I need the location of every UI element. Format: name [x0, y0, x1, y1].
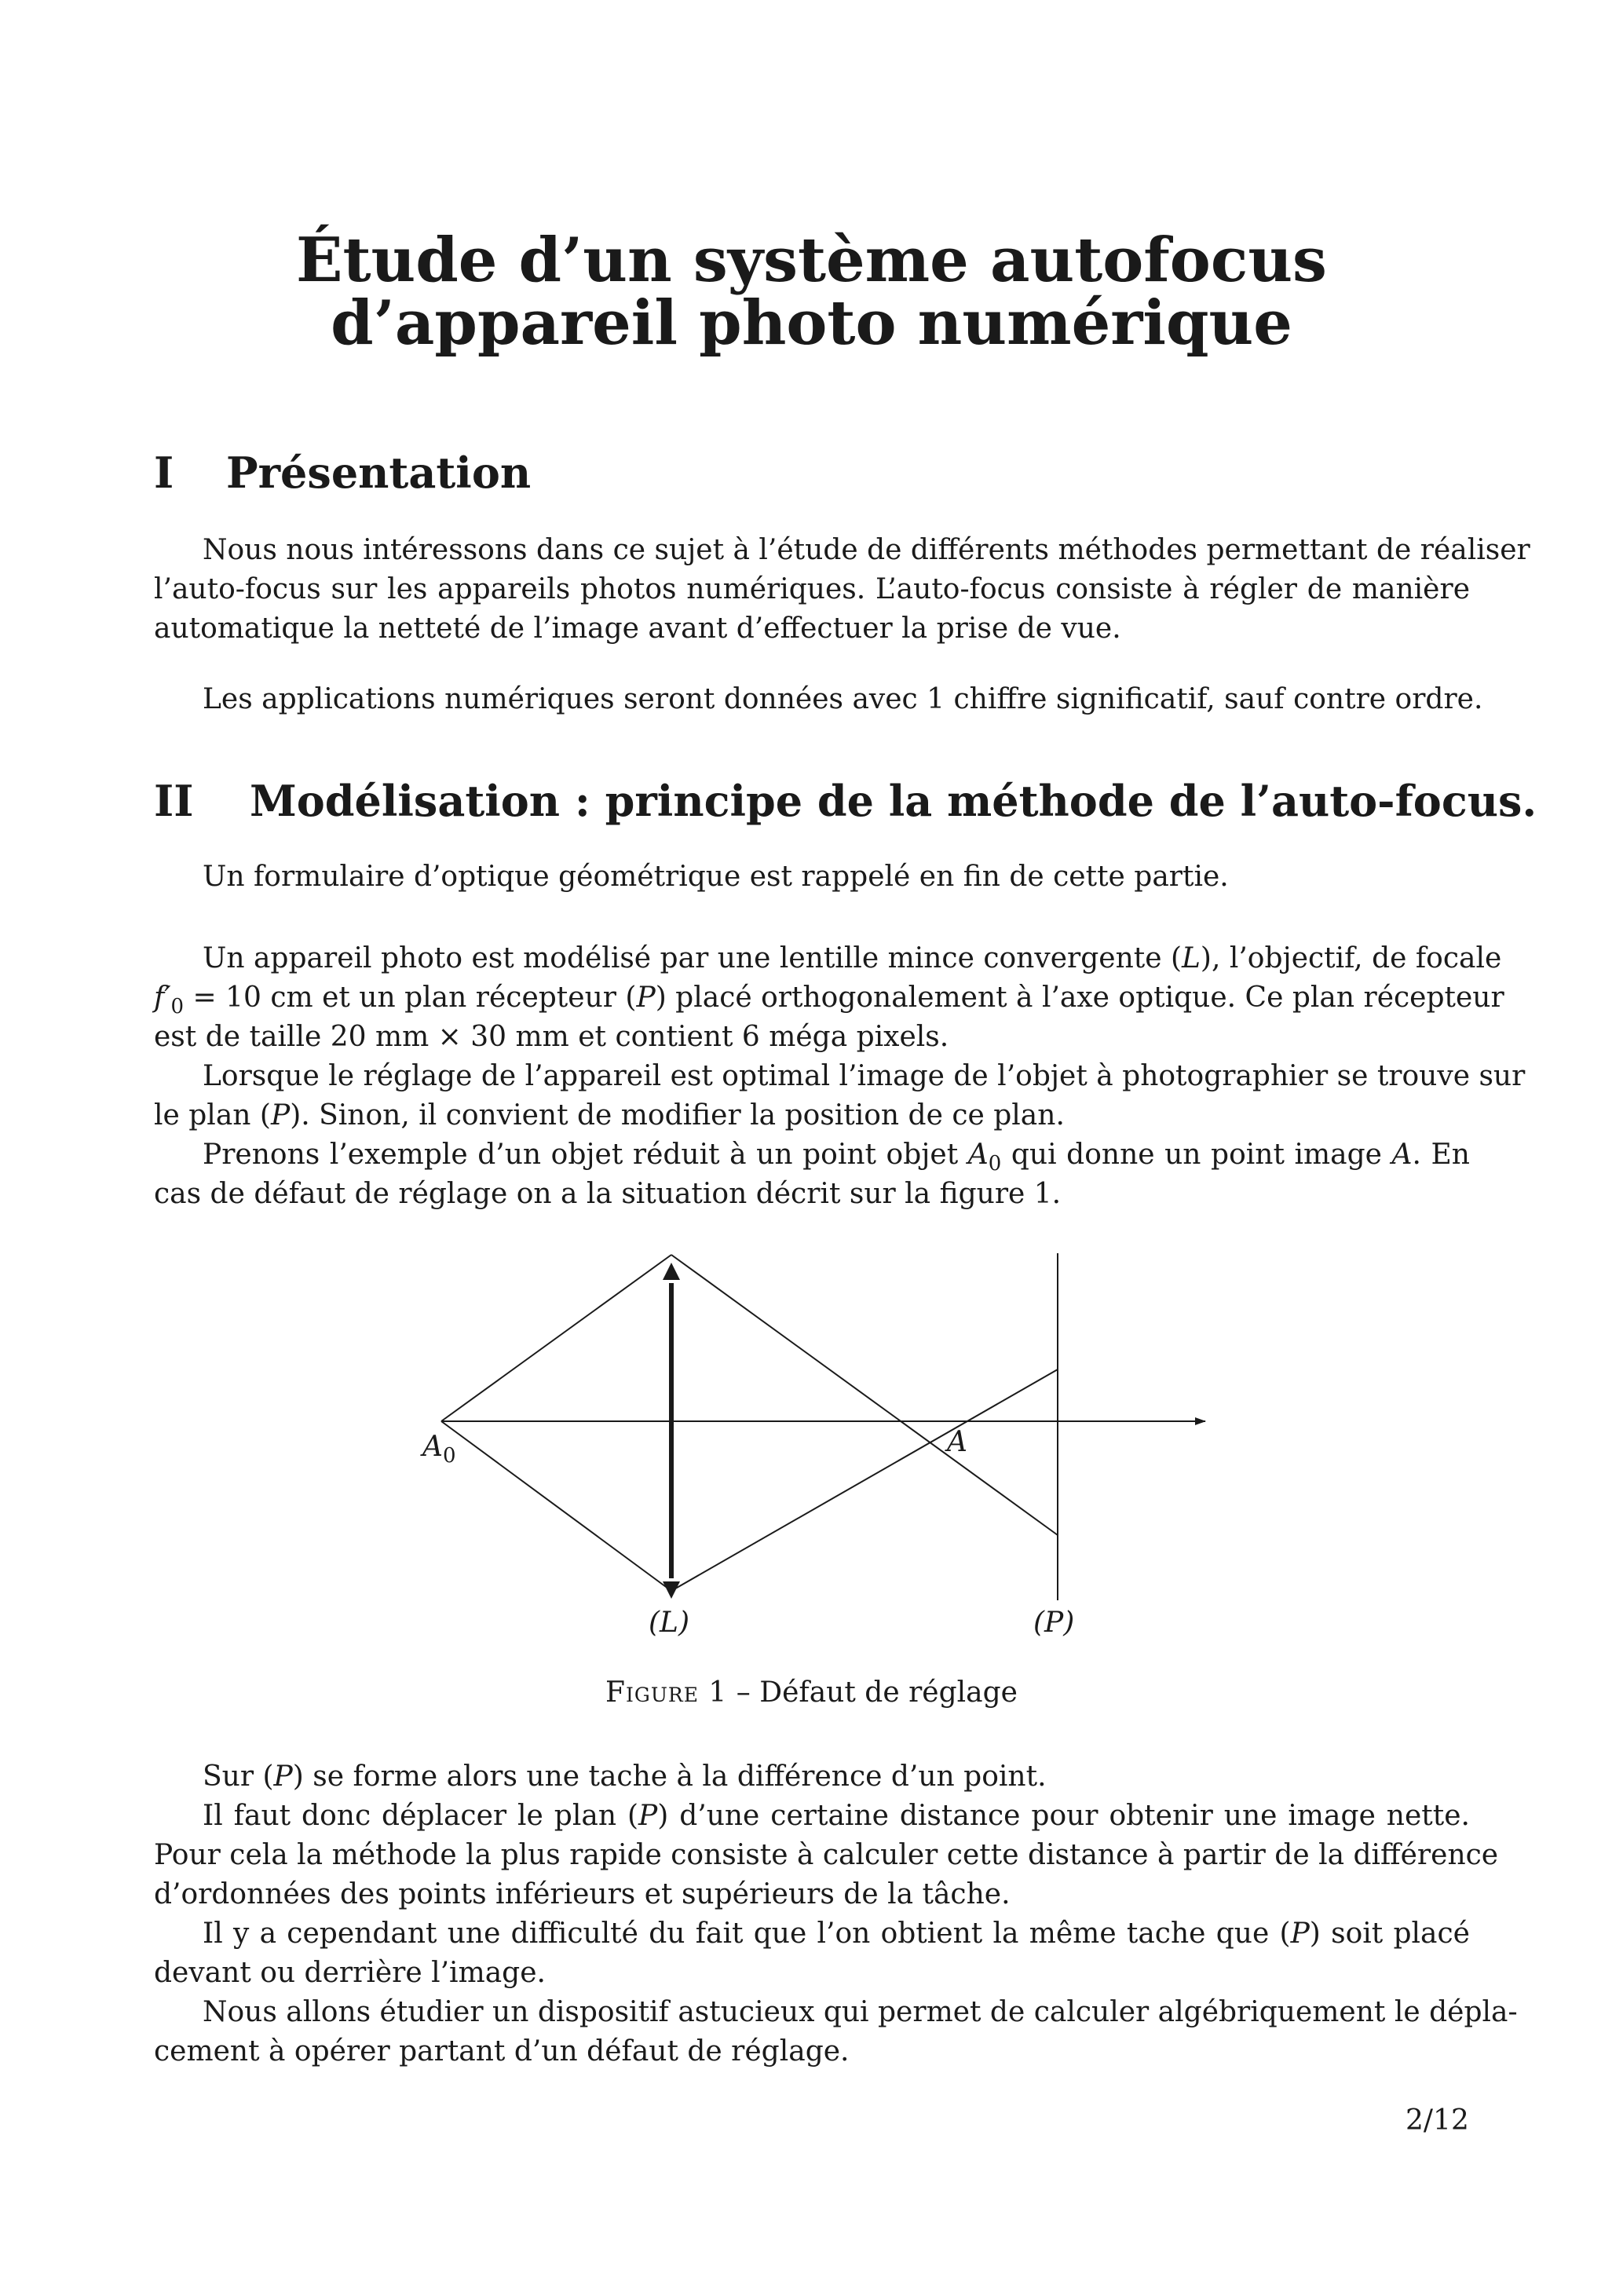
section-2-intro — [154, 857, 1470, 897]
section-2-title: Modélisation : principe de la méthode de l’auto-focus. — [250, 776, 1537, 826]
s1p1-line-3: automatique la netteté de l’image avant d’effectuer la prise de vue. — [154, 612, 1121, 645]
s1p2-text: Les applications numériques seront données avec 1 chiffre significatif, sauf contre ordre. — [203, 683, 1483, 715]
s1p1-line-2: l’auto-focus sur les appareils photos numériques. L’auto-focus consiste à régler de manière — [154, 573, 1470, 605]
s2-intro-text: Un formulaire d’optique géométrique est rappelé en fin de cette partie. — [203, 861, 1229, 893]
section-2-paragraph-3: Prenons l’exemple d’un objet réduit à un point objet $A_0$ qui donne un point image A. En cas de défaut de réglage on a la situation décrit sur la figure 1. — [154, 1139, 1470, 1210]
section-2-paragraph-7: Nous allons étudier un dispositif astucieux qui permet de calculer algébriquement le dépla- cement à opérer partant d’un défaut de réglage. — [154, 1996, 1518, 2067]
section-1-heading — [154, 448, 531, 498]
section-1-paragraph-2 — [154, 680, 1483, 719]
ray-upper-incident — [441, 1255, 671, 1421]
figure-1-caption — [0, 1676, 1623, 1709]
s1p1-line-1: Nous nous intéressons dans ce sujet à l’étude de différents méthodes permettant de réaliser — [203, 534, 1530, 566]
section-1-title: Présentation — [226, 448, 532, 498]
ray-lower-incident — [441, 1421, 671, 1591]
page-number: 2/12 — [1406, 2104, 1469, 2137]
section-2-paragraph-4: Sur (P) se forme alors une tache à la différence d’un point. — [203, 1760, 1047, 1793]
section-1-paragraph-1 — [154, 531, 1530, 649]
figure-1-diagram — [0, 1225, 1623, 1665]
title-line-2: d’appareil photo numérique — [331, 287, 1292, 359]
title-line-1: Étude d’un système autofocus — [296, 225, 1327, 296]
section-2-paragraph-5: Il faut donc déplacer le plan (P) d’une certaine distance pour obtenir une image nette. Pour cela la méthode la plus rapide consiste à calculer cette distance à partir de la différence d’ordonnées des points inférieurs et supérieurs de la tâche. — [154, 1800, 1499, 1910]
caption-text: – Défaut de réglage — [727, 1676, 1018, 1709]
section-2-number: II — [154, 776, 194, 826]
label-P: (P) — [1033, 1607, 1075, 1639]
section-2-paragraph-6: Il y a cependant une difficulté du fait que l’on obtient la même tache que (P) soit placé devant ou derrière l’image. — [154, 1918, 1470, 1989]
section-1-number: I — [154, 448, 174, 498]
document-title — [0, 225, 1623, 359]
label-L: (L) — [649, 1607, 689, 1639]
section-2-paragraph-1: Un appareil photo est modélisé par une lentille mince convergente (L), l’objectif, de focale $f'_0 = 10$ cm et un plan récepteur (P) placé orthogonalement à l’axe optique. Ce plan récepteur est de taille 20 mm × 30 mm et contient 6 méga pixels. — [154, 942, 1504, 1053]
focal-symbol: f′ — [154, 982, 171, 1014]
section-2-heading — [154, 776, 1537, 826]
label-A0: $A_0$ — [422, 1431, 456, 1468]
ray-upper-emergent — [671, 1255, 1058, 1535]
label-A: A — [947, 1426, 967, 1458]
ray-lower-emergent — [671, 1369, 1058, 1591]
section-2-paragraph-2: Lorsque le réglage de l’appareil est optimal l’image de l’objet à photographier se trouve sur le plan (P). Sinon, il convient de modifier la position de ce plan. — [154, 1060, 1526, 1132]
caption-label: Figure 1 — [605, 1676, 728, 1709]
